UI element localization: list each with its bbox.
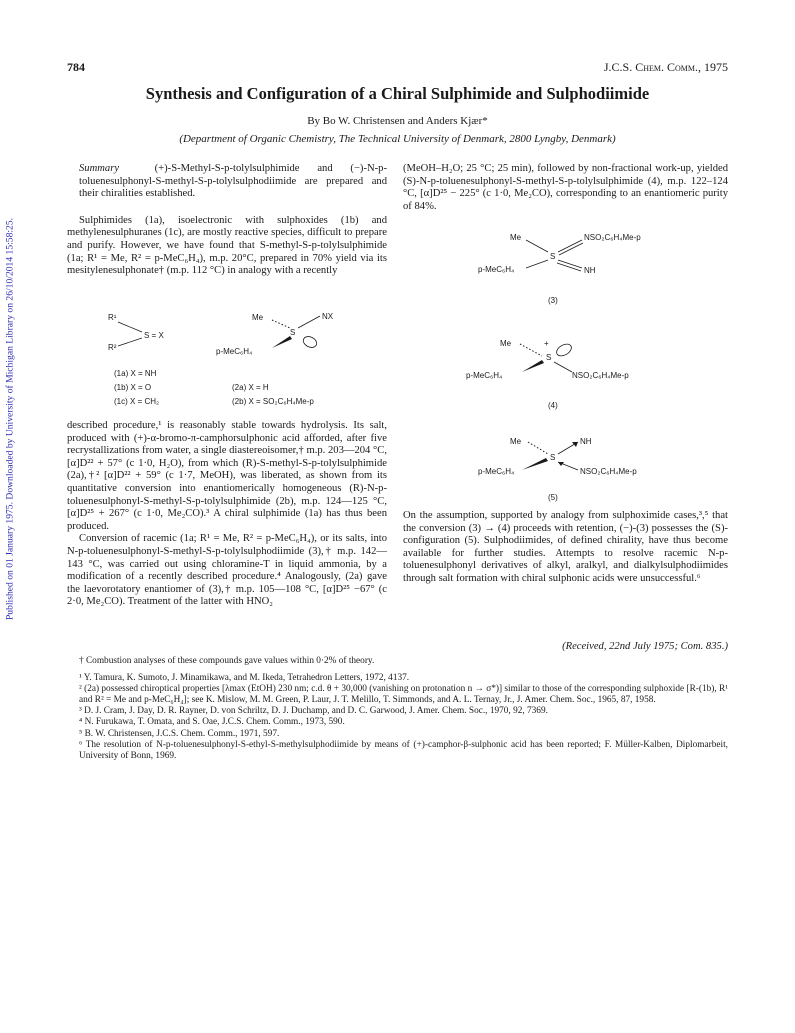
footnotes [67, 656, 728, 762]
struct4-s: S [546, 353, 552, 362]
structure-4 [460, 330, 700, 417]
struct4-label: (4) [548, 401, 558, 410]
struct3-me: Me [510, 233, 522, 242]
affiliation: (Department of Organic Chemistry, The Technical University of Denmark, 2800 Lyngby, Denmark) [179, 133, 616, 145]
struct5-s: S [550, 453, 556, 462]
struct4-n-group: NSO₂C₆H₄Me-p [572, 371, 629, 380]
body-paragraph: On the assumption, supported by analogy from sulphoximide cases,³,⁵ that the conversion (3) → (4) proceeds with retention, (−)-(3) possesses the (S)-configuration (5). Sulphodiimides, of defined chirality, have thus become available for further studies. Attempts to resolve racemic N-p-toluenesulphonyl derivatives of alkyl, aralkyl, and dialkylsulphodiimides through salt formation with chiral sulphonic acids were unsuccessful.⁶ [403, 510, 728, 584]
reference-item: ⁵ B. W. Christensen, J.C.S. Chem. Comm., 1971, 597. [79, 728, 280, 739]
reference-item: ³ D. J. Cram, J. Day, D. R. Rayner, D. von Schriltz, D. J. Duchamp, and D. C. Garwood, J. Amer. Chem. Soc., 1970, 92, 7369. [79, 706, 548, 717]
authors: By Bo W. Christensen and Anders Kjær* [307, 115, 488, 127]
struct5-label: (5) [548, 493, 558, 502]
struct4-me: Me [500, 339, 512, 348]
left-column-bottom [67, 420, 387, 609]
footnote-dagger: † Combustion analyses of these compounds gave values within 0·2% of theory. [79, 656, 375, 666]
struct2-label-2a: (2a) X = H [232, 383, 269, 392]
struct5-aryl: p-MeC₆H₄ [478, 467, 515, 476]
struct3-s: S [550, 252, 556, 261]
structure-3 [460, 228, 700, 313]
summary-text: (+)-S-Methyl-S-p-tolylsulphimide and (−)-N-p-toluenesulphonyl-S-methyl-S-p-tolylsulphodiimide are prepared and their chiralities established. [79, 163, 387, 200]
struct2-label-2b: (2b) X = SO₂C₆H₄Me-p [232, 397, 314, 406]
body-paragraph: Conversion of racemic (1a; R¹ = Me, R² = p-MeC₆H₄), or its salts, into N-p-toluenesulphonyl-S-methyl-S-p-tolylsulphodiimide (3),† m.p. 142—143 °C, was carried out using chloramine-T in liquid ammonia, by a modification of a recently described procedure.⁴ Analogously, (2a) gave the laevorotatory enantiomer of (3),† m.p. 105—108 °C, [α]D²⁵ −67° (c 2·0, Me₂CO). Treatment of the latter with HNO₂ [67, 533, 387, 608]
structure-2 [212, 308, 372, 421]
struct5-n-group: NSO₂C₆H₄Me-p [580, 467, 637, 476]
right-column-top [403, 163, 728, 213]
reference-item: ¹ Y. Tamura, K. Sumoto, J. Minamikawa, and M. Ikeda, Tetrahedron Letters, 1972, 4137. [79, 673, 410, 684]
received-date: (Received, 22nd July 1975; Com. 835.) [562, 641, 728, 652]
struct1-label-1b: (1b) X = O [114, 383, 152, 392]
struct1-r1: R¹ [108, 313, 117, 322]
struct5-me: Me [510, 437, 522, 446]
download-watermark [3, 183, 17, 655]
reference-item: ⁴ N. Furukawa, T. Omata, and S. Oae, J.C.S. Chem. Comm., 1973, 590. [79, 717, 345, 728]
body-paragraph: described procedure,¹ is reasonably stable towards hydrolysis. Its salt, produced with (+)-α-bromo-π-camphorsulphonic acid afforded, after five recrystallizations from water, a single diastereoisomer,† m.p. 203—204 °C, [α]D²² + 57° (c 1·0, H₂O), from which (R)-S-methyl-S-p-tolylsulphimide (2a),†² [α]D²² + 59° (c 1·7, MeOH), was liberated, as shown from its quantitative conversion into enantiomerically homogeneous (R)-N-p-toluenesulphonyl-S-methyl-S-p-tolylsulphimide (2b), m.p. 124—125 °C, [α]D²⁵ + 267° (c 1·0, Me₂CO).³ A chiral sulphimide (1a) has thus been produced. [67, 420, 387, 532]
struct3-top-group: NSO₂C₆H₄Me-p [584, 233, 641, 242]
struct2-nx: NX [322, 312, 334, 321]
struct4-plus: + [544, 339, 549, 348]
summary [67, 163, 387, 201]
struct3-nh: NH [584, 266, 596, 275]
reference-item: ⁶ The resolution of N-p-toluenesulphonyl-S-ethyl-S-methylsulphodiimide by means of (+)-camphor-β-sulphonic acid has been reported; F. Müller-Kalben, Diplomarbeit, University of Bonn, 1969. [79, 739, 728, 761]
struct5-nh: NH [580, 437, 592, 446]
body-paragraph: Sulphimides (1a), isoelectronic with sulphoxides (1b) and methylenesulphuranes (1c), are mostly reactive species, difficult to prepare and purify. However, we have found that S-methyl-S-p-tolylsulphimide (1a; R¹ = Me, R² = p-MeC₆H₄), m.p. 20°C, prepared in 70% yield via its mesitylenesulphonate† (m.p. 112 °C) in analogy with a recently [67, 214, 387, 277]
journal-header: J.C.S. Chem. Comm., 1975 [603, 60, 728, 74]
body-paragraph: (MeOH–H₂O; 25 °C; 25 min), followed by non-fractional work-up, yielded (S)-N-p-toluenesulphonyl-S-methyl-S-p-tolylsulphimide (4), m.p. 122–124 °C, [α]D²⁵ − 225° (c 1·0, Me₂CO), corresponding to an enantiomeric purity of 84%. [403, 163, 728, 212]
struct1-r2: R² [108, 343, 117, 352]
struct1-label-1a: (1a) X = NH [114, 369, 157, 378]
struct3-label: (3) [548, 296, 558, 305]
summary-label: Summary [79, 163, 120, 174]
struct2-aryl: p-MeC₆H₄ [216, 347, 253, 356]
struct1-label-1c: (1c) X = CH₂ [114, 397, 160, 406]
page-number: 784 [67, 60, 85, 74]
struct2-s: S [290, 328, 296, 337]
download-watermark-text: Published on 01 January 1975. Downloaded by University of Michigan Library on 26/10/2014 15:58:25. [4, 217, 16, 621]
right-column-bottom [403, 510, 728, 586]
struct1-sx: S = X [144, 331, 164, 340]
article-title: Synthesis and Configuration of a Chiral Sulphimide and Sulphodiimide [145, 84, 650, 103]
structure-5 [460, 430, 700, 515]
struct2-me: Me [252, 313, 264, 322]
struct4-aryl: p-MeC₆H₄ [466, 371, 503, 380]
left-column-top [67, 163, 387, 278]
structure-1 [100, 308, 230, 421]
reference-item: ² (2a) possessed chiroptical properties [λmax (EtOH) 230 nm; c.d. θ + 30,000 (vanishing on protonation n → σ*)] similar to those of the corresponding sulphoxide [R-(1b), R¹ and R² = Me and p-MeC₆H₄]; see K. Mislow, M. M. Green, P. Laur, J. T. Melillo, T. Simmonds, and A. L. Ternay, Jr., J. Amer. Chem. Soc., 1965, 87, 1958. [79, 684, 728, 706]
struct3-aryl: p-MeC₆H₄ [478, 265, 515, 274]
